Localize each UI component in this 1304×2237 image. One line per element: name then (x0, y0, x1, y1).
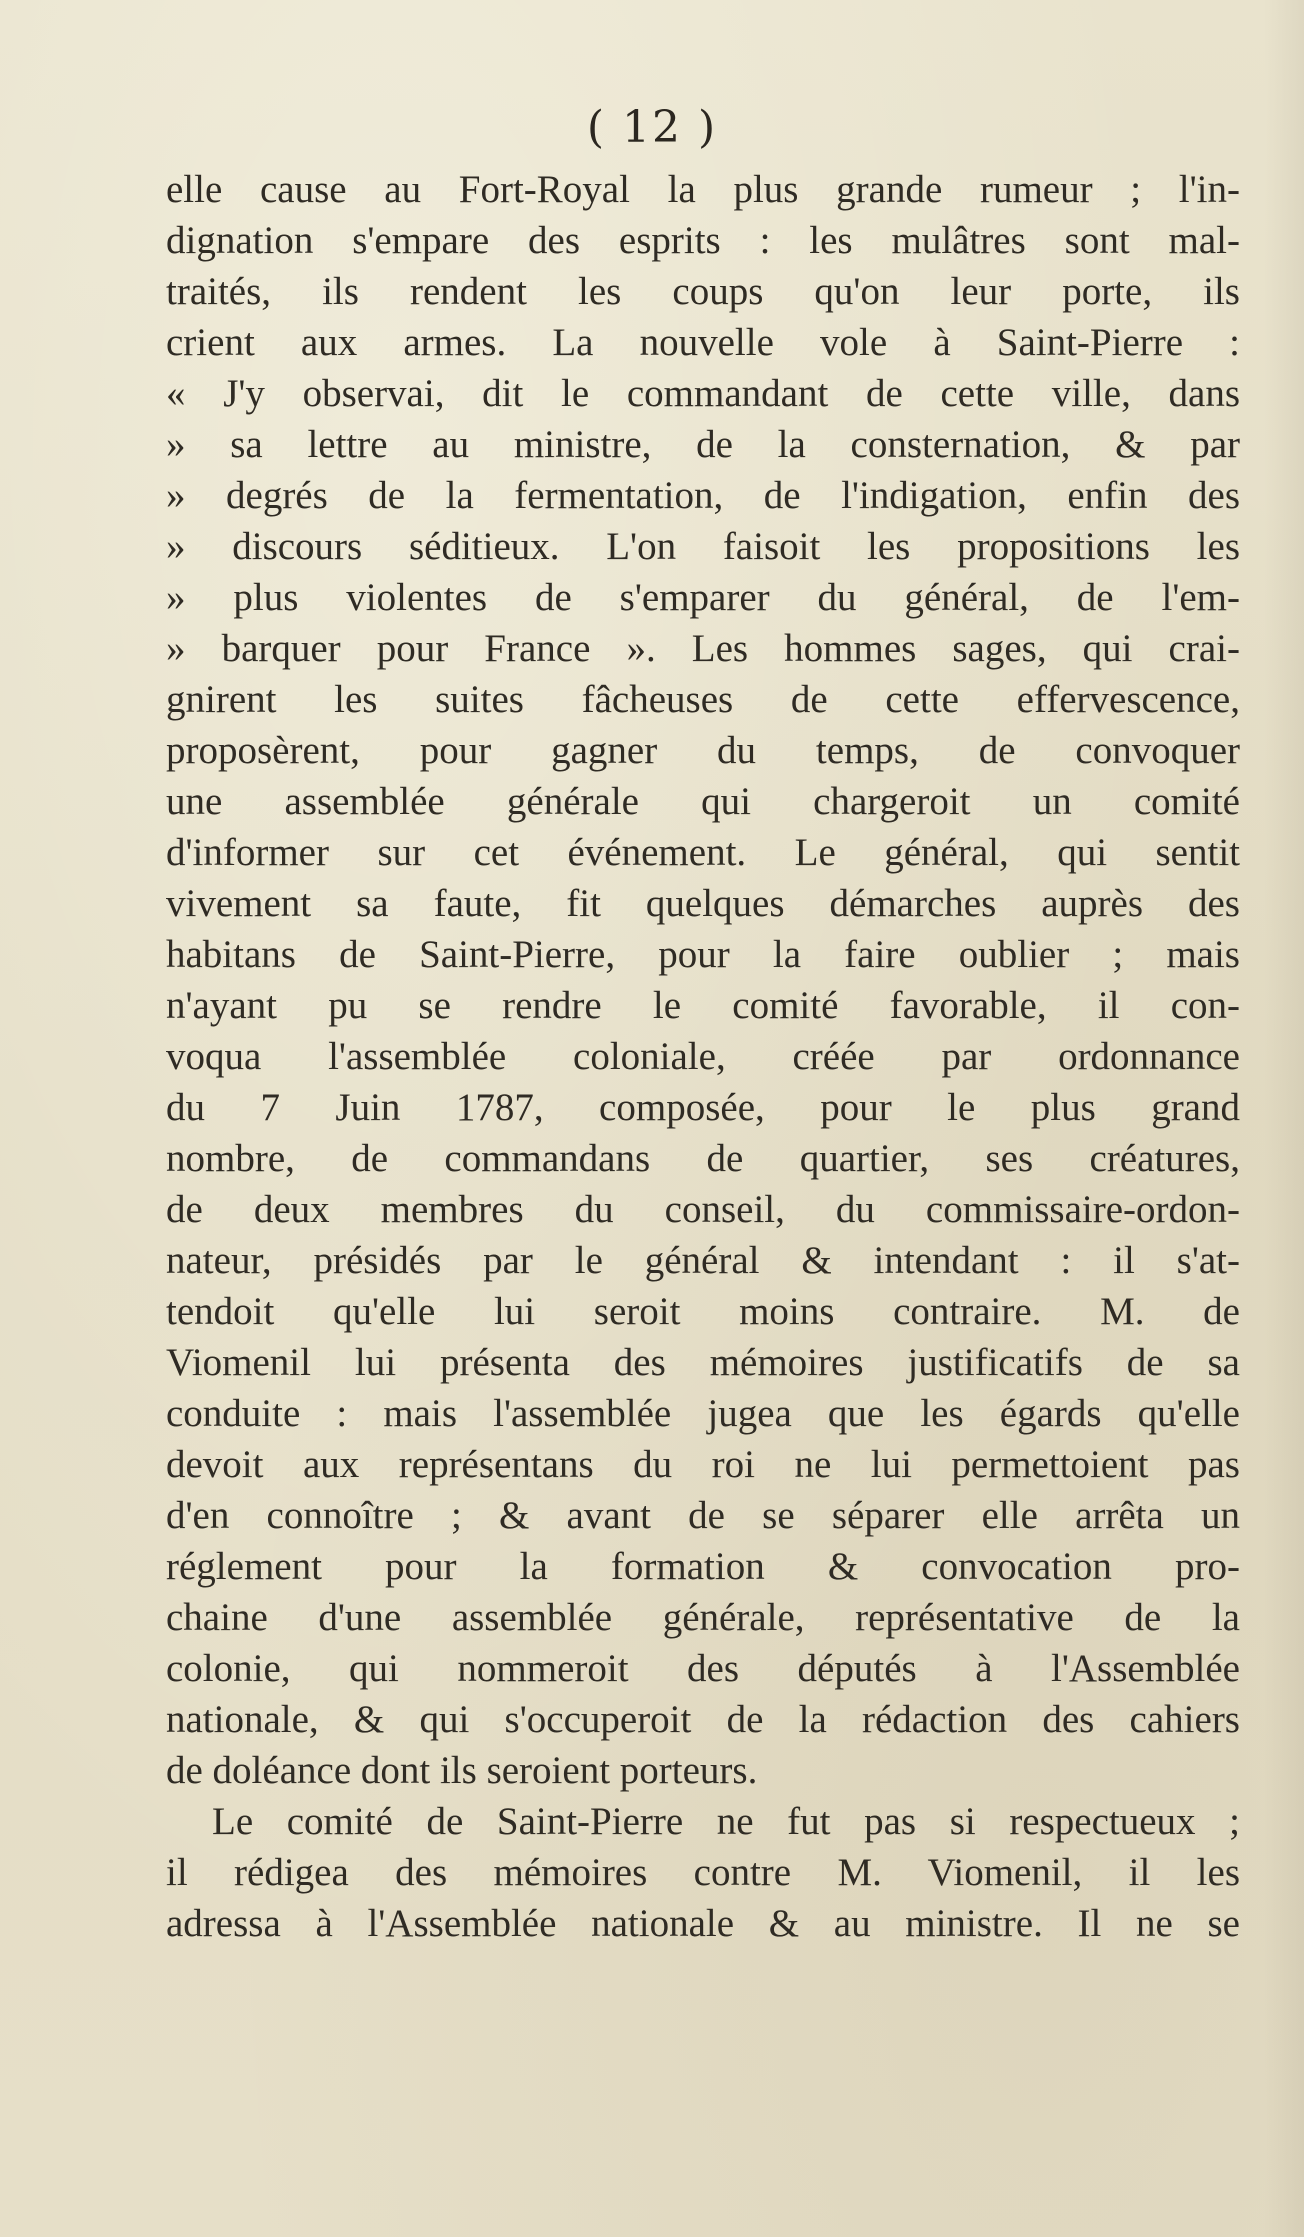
text-line: elle cause au Fort-Royal la plus grande rumeur ; l'in- (166, 168, 1240, 211)
text-line: tendoit qu'elle lui seroit moins contraire. M. de (166, 1290, 1240, 1333)
text-line: » discours séditieux. L'on faisoit les propositions les (166, 525, 1240, 568)
text-line: d'en connoître ; & avant de se séparer elle arrêta un (166, 1494, 1240, 1537)
text-line: traités, ils rendent les coups qu'on leur porte, ils (166, 270, 1240, 313)
text-line: de deux membres du conseil, du commissaire-ordon- (166, 1188, 1240, 1231)
text-line: réglement pour la formation & convocation pro- (166, 1545, 1240, 1588)
text-line: » degrés de la fermentation, de l'indigation, enfin des (166, 474, 1240, 517)
text-line: colonie, qui nommeroit des députés à l'Assemblée (166, 1647, 1240, 1690)
text-line: devoit aux représentans du roi ne lui permettoient pas (166, 1443, 1240, 1486)
text-line: chaine d'une assemblée générale, représentative de la (166, 1596, 1240, 1639)
text-line: nombre, de commandans de quartier, ses créatures, (166, 1137, 1240, 1180)
page-number: ( 12 ) (586, 102, 718, 153)
text-line: proposèrent, pour gagner du temps, de convoquer (166, 729, 1240, 772)
text-line: de doléance dont ils seroient porteurs. (166, 1749, 758, 1792)
text-line: vivement sa faute, fit quelques démarches auprès des (166, 882, 1240, 925)
text-line: dignation s'empare des esprits : les mulâtres sont mal- (166, 219, 1240, 262)
text-line: une assemblée générale qui chargeroit un comité (166, 780, 1240, 823)
text-line: Viomenil lui présenta des mémoires justificatifs de sa (166, 1341, 1240, 1384)
body-text (166, 164, 1240, 1949)
text-line: » plus violentes de s'emparer du général, de l'em- (166, 576, 1240, 619)
text-line: d'informer sur cet événement. Le général, qui sentit (166, 831, 1240, 874)
text-line: n'ayant pu se rendre le comité favorable, il con- (166, 984, 1240, 1027)
text-line: habitans de Saint-Pierre, pour la faire oublier ; mais (166, 933, 1240, 976)
text-line: Le comité de Saint-Pierre ne fut pas si respectueux ; (212, 1800, 1240, 1843)
text-line: » barquer pour France ». Les hommes sages, qui crai- (166, 627, 1240, 670)
text-line: « J'y observai, dit le commandant de cette ville, dans (166, 372, 1240, 415)
text-line: adressa à l'Assemblée nationale & au ministre. Il ne se (166, 1902, 1240, 1945)
page-edge-shadow (1264, 0, 1304, 2237)
text-line: conduite : mais l'assemblée jugea que les égards qu'elle (166, 1392, 1240, 1435)
text-line: il rédigea des mémoires contre M. Viomenil, il les (166, 1851, 1240, 1894)
text-line: nateur, présidés par le général & intendant : il s'at- (166, 1239, 1240, 1282)
text-line: du 7 Juin 1787, composée, pour le plus grand (166, 1086, 1240, 1129)
text-line: crient aux armes. La nouvelle vole à Saint-Pierre : (166, 321, 1240, 364)
text-line: » sa lettre au ministre, de la consternation, & par (166, 423, 1240, 466)
text-line: voqua l'assemblée coloniale, créée par ordonnance (166, 1035, 1240, 1078)
text-line: gnirent les suites fâcheuses de cette effervescence, (166, 678, 1240, 721)
text-line: nationale, & qui s'occuperoit de la rédaction des cahiers (166, 1698, 1240, 1741)
